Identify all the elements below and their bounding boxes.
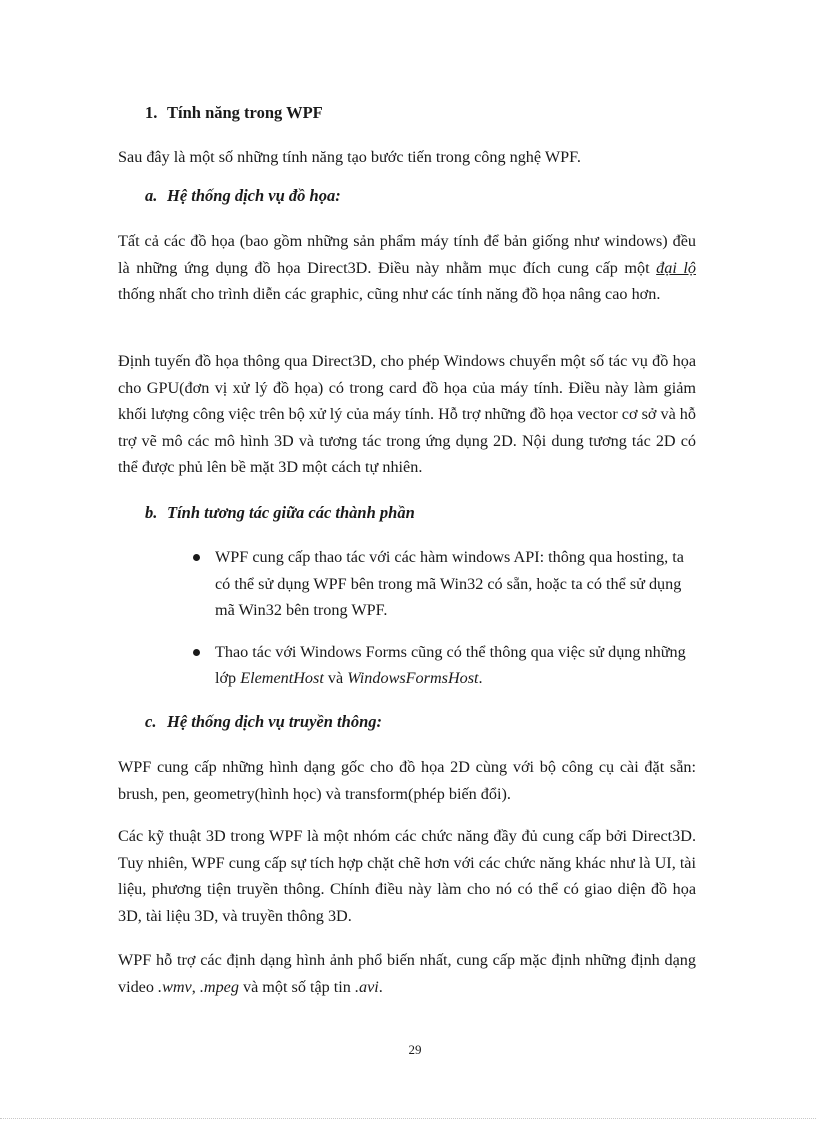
section-a-p1-text: Tất cả các đồ họa (bao gồm những sản phẩm máy tính để bản giống như windows) đều là những ứng dụng đồ họa Direct3D. Điều này nhằm mục đích cung cấp một (118, 232, 696, 277)
bullet-2-conjunction: và (323, 669, 348, 687)
ext-mpeg: .mpeg (199, 977, 239, 996)
bullet-list (190, 544, 696, 692)
section-a-paragraph-1 (118, 228, 696, 308)
bullet-icon (193, 554, 200, 561)
bullet-icon (193, 649, 200, 656)
bullet-2-period: . (478, 669, 483, 687)
emphasis-dai-lo: đại lộ (656, 258, 696, 277)
subheading-c (145, 712, 382, 732)
ext-separator: , (191, 977, 200, 996)
heading-number: 1. (145, 103, 158, 122)
section-c-paragraph-2: Các kỹ thuật 3D trong WPF là một nhóm các chức năng đầy đủ cung cấp bởi Direct3D. Tuy nhiên, WPF cung cấp sự tích hợp chặt chẽ hơn với các chức năng khác như là UI, tài liệu, phương tiện truyền thông. Chính điều này làm cho nó có thể có giao diện đồ họa 3D, tài liệu 3D, và truyền thông 3D. (118, 827, 696, 925)
subheading-c-title: Hệ thống dịch vụ truyền thông: (167, 712, 382, 731)
subheading-b (145, 503, 415, 523)
intro-paragraph: Sau đây là một số những tính năng tạo bước tiến trong công nghệ WPF. (118, 148, 581, 166)
ext-avi: .avi (354, 977, 379, 996)
class-element-host: ElementHost (240, 669, 324, 687)
subheading-a-title: Hệ thống dịch vụ đồ họa: (167, 186, 341, 205)
list-item (190, 544, 696, 624)
subheading-a (145, 186, 341, 206)
subheading-b-letter: b. (145, 503, 158, 522)
subheading-b-title: Tính tương tác giữa các thành phần (167, 503, 415, 522)
section-a-p1-text-end: thống nhất cho trình diễn các graphic, cũng như các tính năng đồ họa nâng cao hơn. (118, 285, 661, 303)
page-number: 29 (408, 1042, 422, 1057)
section-c-p3-end: . (378, 977, 383, 996)
section-c-paragraph-3 (118, 947, 696, 1000)
list-item (190, 639, 696, 692)
subheading-c-letter: c. (145, 712, 157, 731)
ext-wmv: .wmv (158, 977, 192, 996)
bullet-2-text: Thao tác với Windows Forms cũng có thể thông qua việc sử dụng những lớp (215, 642, 686, 687)
subheading-a-letter: a. (145, 186, 158, 205)
class-windows-forms-host: WindowsFormsHost (347, 669, 479, 687)
section-heading (145, 103, 323, 123)
heading-title: Tính năng trong WPF (167, 103, 323, 122)
section-c-p3-mid: và một số tập tin (238, 977, 355, 996)
page-footer-divider (0, 1118, 816, 1119)
section-c-paragraph-1: WPF cung cấp những hình dạng gốc cho đồ họa 2D cùng với bộ công cụ cài đặt sẵn: brush, pen, geometry(hình học) và transform(phép biến đổi). (118, 758, 696, 803)
section-a-paragraph-2: Định tuyến đồ họa thông qua Direct3D, cho phép Windows chuyển một số tác vụ đồ họa cho GPU(đơn vị xử lý đồ họa) có trong card đồ họa của máy tính. Điều này làm giảm khối lượng công việc trên bộ xử lý của máy tính. Hỗ trợ những đồ họa vector cơ sở và hỗ trợ vẽ mô các mô hình 3D và tương tác trong ứng dụng 2D. Nội dung tương tác 2D có thể được phủ lên bề mặt 3D một cách tự nhiên. (118, 352, 696, 476)
section-c-p3-text: WPF hỗ trợ các định dạng hình ảnh phổ biến nhất, cung cấp mặc định những định dạng video (118, 951, 696, 996)
bullet-1-text: WPF cung cấp thao tác với các hàm windows API: thông qua hosting, ta có thể sử dụng WPF bên trong mã Win32 có sẵn, hoặc ta có thể sử dụng mã Win32 bên trong WPF. (215, 548, 684, 619)
